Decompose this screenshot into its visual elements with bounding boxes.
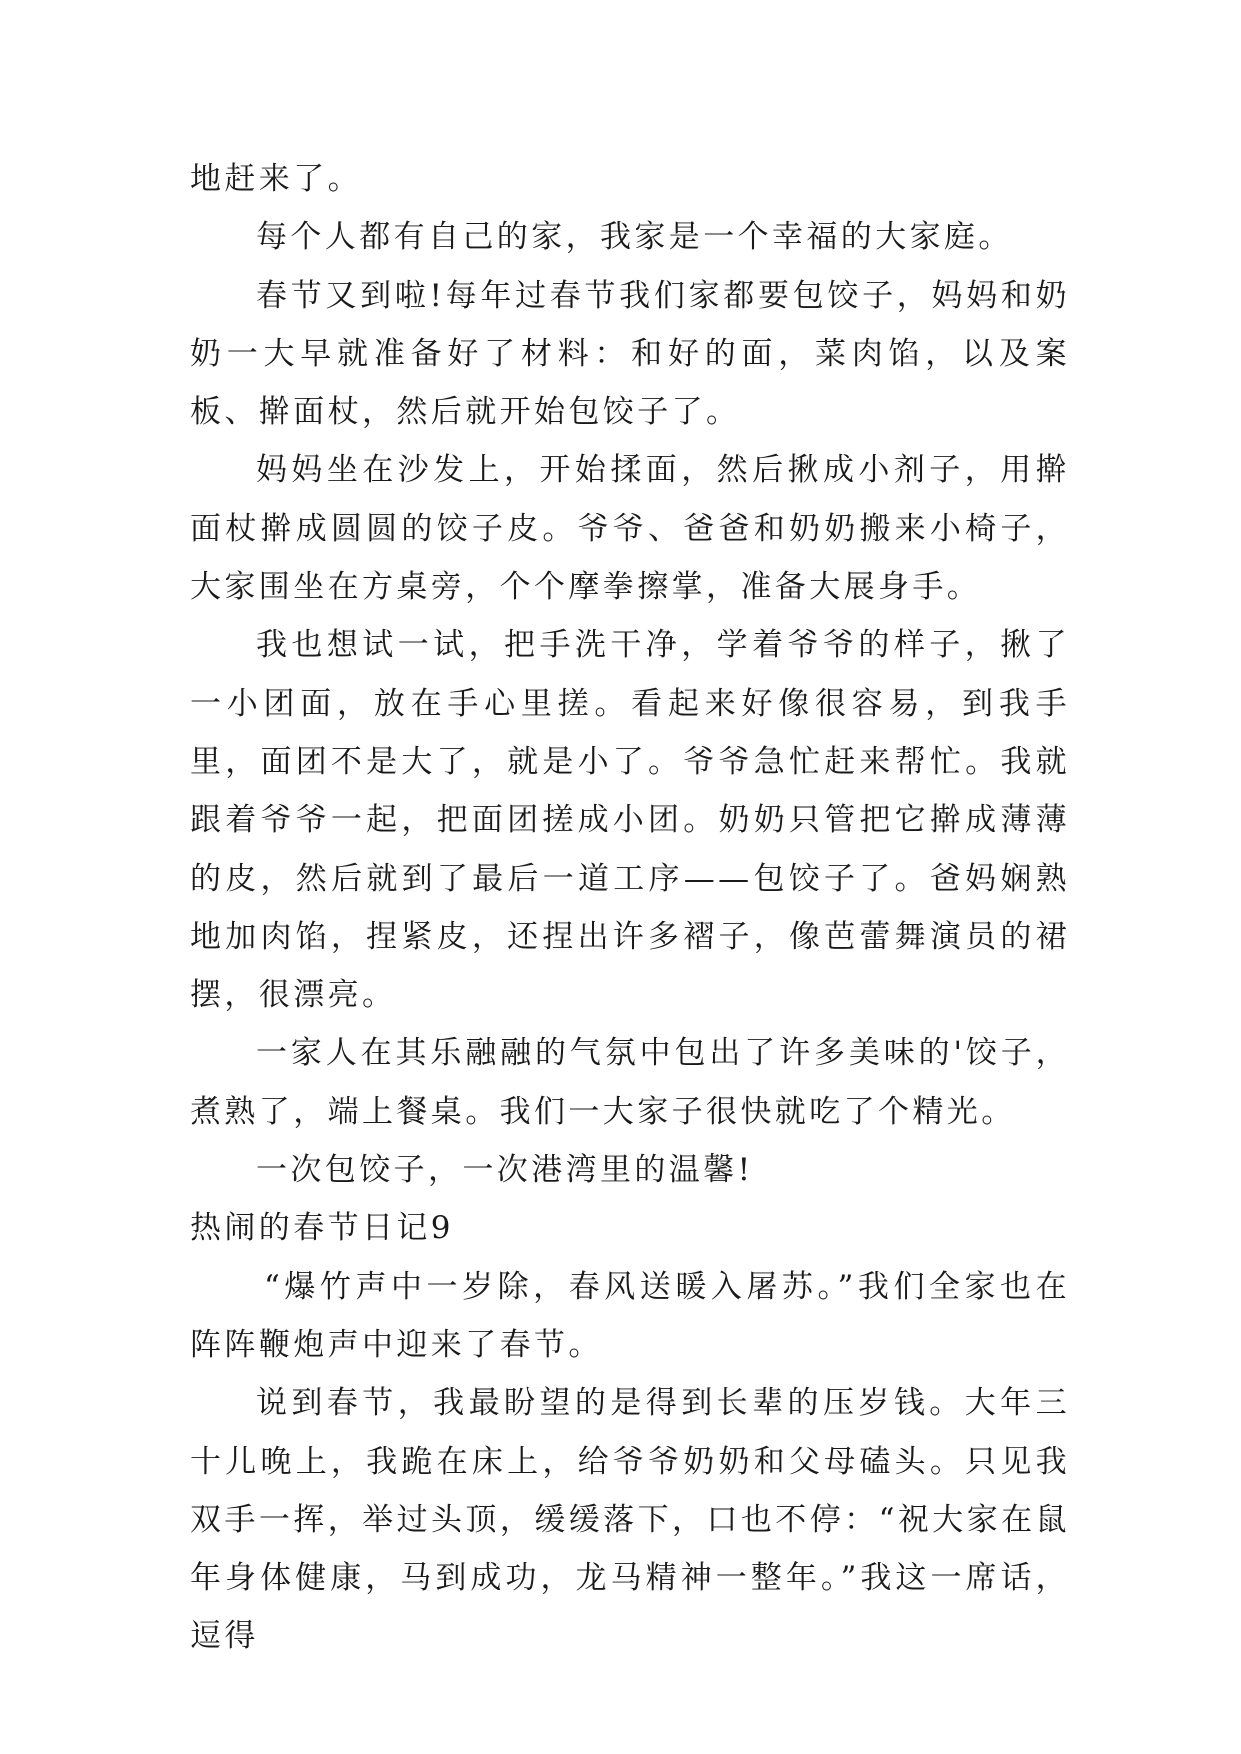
paragraph: 说到春节，我最盼望的是得到长辈的压岁钱。大年三十儿晚上，我跪在床上，给爷爷奶奶和父母磕头。只见我双手一挥，举过头顶，缓缓落下，口也不停：“祝大家在鼠年身体健康，马到成功，龙马精神一整年。”我这一席话，逗得 (190, 1385, 1070, 1655)
paragraph: “爆竹声中一岁除，春风送暖入屠苏。”我们全家也在阵阵鞭炮声中迎来了春节。 (190, 1268, 1070, 1363)
section-heading: 热闹的春节日记9 (190, 1210, 454, 1247)
paragraph-continuation: 地赶来了。 (190, 161, 362, 197)
paragraph: 我也想试一试，把手洗干净，学着爷爷的样子，揪了一小团面，放在手心里搓。看起来好像很容易，到我手里，面团不是大了，就是小了。爷爷急忙赶来帮忙。我就跟着爷爷一起，把面团搓成小团。奶奶只管把它擀成薄薄的皮，然后就到了最后一道工序——包饺子了。爸妈娴熟地加肉馅，捏紧皮，还捏出许多褶子，像芭蕾舞演员的裙摆，很漂亮。 (190, 627, 1070, 1014)
paragraph: 一家人在其乐融融的气氛中包出了许多美味的'饺子，煮熟了，端上餐桌。我们一大家子很快就吃了个精光。 (190, 1035, 1070, 1130)
paragraph: 每个人都有自己的家，我家是一个幸福的大家庭。 (256, 219, 1013, 256)
paragraph: 妈妈坐在沙发上，开始揉面，然后揪成小剂子，用擀面杖擀成圆圆的饺子皮。爷爷、爸爸和奶奶搬来小椅子，大家围坐在方桌旁，个个摩拳擦掌，准备大展身手。 (190, 452, 1070, 606)
document-body (190, 150, 1070, 1666)
paragraph: 春节又到啦!每年过春节我们家都要包饺子，妈妈和奶奶一大早就准备好了材料：和好的面，菜肉馅，以及案板、擀面杖，然后就开始包饺子了。 (190, 277, 1070, 431)
paragraph: 一次包饺子，一次港湾里的温馨! (256, 1152, 754, 1189)
